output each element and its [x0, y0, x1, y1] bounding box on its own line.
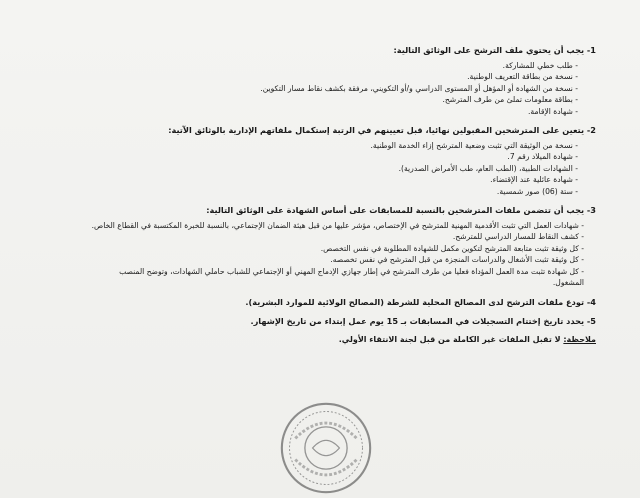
section-heading-text: - يتعين على المترشحين المقبولين نهائيا، قبل تعيينهم في الرتبة إستكمال ملفاتهم الإدارية بالوثائق الآتية:	[168, 125, 591, 136]
section-number: 1	[590, 45, 596, 55]
section-number: 2	[590, 125, 596, 136]
section-heading-text: - يجب أن تتضمن ملفات المترشحين بالنسبة للمسابقات على أساس الشهادة على الوثائق التالية:	[206, 205, 591, 216]
section-heading-text: - يجب أن يحتوي ملف الترشح على الوثائق التالية:	[393, 45, 591, 55]
section-heading	[86, 124, 596, 136]
section-heading	[86, 44, 596, 56]
note	[86, 334, 596, 345]
section-heading	[86, 315, 596, 327]
list-item: - بطاقة معلومات تملئ من طرف المترشح.	[442, 95, 578, 105]
section-number: 4	[590, 296, 596, 307]
section-1	[86, 44, 596, 117]
list-item: - كل وثيقة تثبت الأشغال والدراسات المنجزة من قبل المترشح في نفس تخصصه.	[330, 255, 584, 265]
list-item: - كل وثيقة تثبت متابعة المترشح لتكوين مكمل للشهادة المطلوبة في نفس التخصص.	[320, 243, 584, 253]
section-heading-text: - يحدد تاريخ إختتام التسجيلات في المسابقات بـ 15 يوم عمل إبتداء من تاريخ الإشهار.	[250, 315, 591, 326]
note-label: ملاحظة:	[563, 334, 596, 344]
section-heading-text: - تودع ملفات الترشح لدى المصالح المحلية للشرطة (المصالح الولائية للموارد البشرية).	[245, 296, 591, 307]
list-item: - طلب خطي للمشاركة.	[502, 61, 578, 70]
section-3	[86, 204, 596, 288]
section-number: 3	[590, 205, 596, 216]
list-item: - نسخة من الشهادة أو المؤهل أو المستوى الدراسي و/أو التكويني، مرفقة بكشف نقاط مسار التكوين.	[260, 83, 578, 93]
section-heading	[86, 204, 596, 216]
list-item: - كشف النقاط للمسار الدراسي للمترشح.	[452, 232, 584, 242]
list-item: - شهادة الإقامة.	[527, 106, 578, 116]
section-heading	[86, 296, 596, 308]
list-item: - كل شهادة تثبت مدة العمل المؤداة فعليا من طرف المترشح في إطار جهازي الإدماج المهني أو الإجتماعي للشباب حاملي الشهادات، وتوضح المنصب المشغول.	[119, 266, 584, 288]
list-item: - نسخة من بطاقة التعريف الوطنية.	[467, 72, 578, 82]
list-item: - الشهادات الطبية، (الطب العام، طب الأمراض الصدرية).	[398, 163, 578, 173]
list-item: - شهادة الميلاد رقم 7.	[507, 152, 578, 162]
section-4	[86, 296, 596, 308]
list-item: - شهادات العمل التي تثبت الأقدمية المهنية للمترشح في الإختصاص، مؤشر عليها من قبل هيئة الضمان الإجتماعي، بالنسبة للخبرة المكتسبة في القطاع الخاص.	[91, 221, 584, 231]
document-body	[86, 44, 596, 345]
section-number: 5	[590, 315, 596, 326]
note-text: لا تقبل الملفات غير الكاملة من قبل لجنة الانتقاء الأولي.	[338, 334, 561, 344]
section-5	[86, 315, 596, 327]
list-item: - نسخة من الوثيقة التي تثبت وضعية المترشح إزاء الخدمة الوطنية.	[370, 141, 578, 151]
list-item: - شهادة عائلية عند الإقتضاء.	[490, 175, 578, 185]
list-item: - ستة (06) صور شمسية.	[496, 186, 578, 196]
section-2	[86, 124, 596, 197]
official-stamp-icon	[278, 400, 374, 496]
